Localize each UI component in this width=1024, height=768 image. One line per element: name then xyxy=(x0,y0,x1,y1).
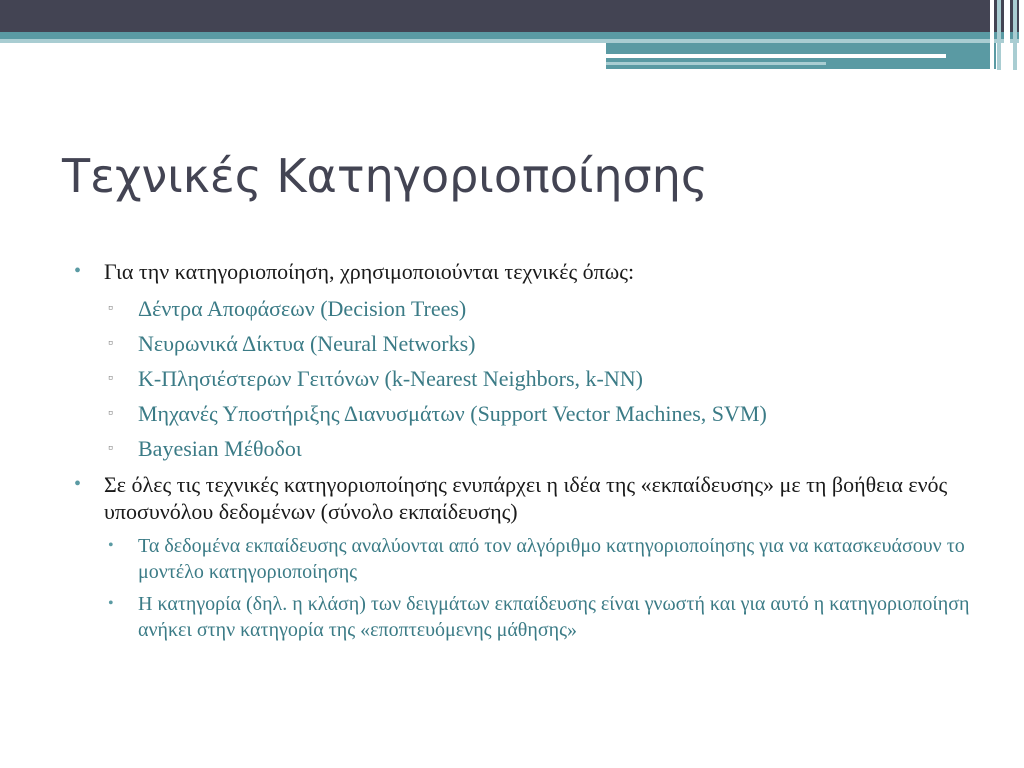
list-item-text: Δέντρα Αποφάσεων (Decision Trees) xyxy=(138,296,467,321)
square-bullet-icon: ▫ xyxy=(108,441,113,456)
list-item xyxy=(106,291,979,326)
list-item xyxy=(106,533,979,585)
list-item-text: Κ-Πλησιέστερων Γειτόνων (k-Nearest Neighbors, k-NN) xyxy=(138,366,643,391)
bullet-techniques xyxy=(74,258,979,466)
bullet-dot-icon: • xyxy=(74,260,82,282)
bullet-text: Για την κατηγοριοποίηση, χρησιμοποιούνται τεχνικές όπως: xyxy=(104,259,635,284)
slide-content xyxy=(74,258,979,649)
bullet-list xyxy=(74,258,979,643)
list-item-text: Μηχανές Υποστήριξης Διανυσμάτων (Support Vector Machines, SVM) xyxy=(138,401,767,426)
bullet-dot-icon: • xyxy=(108,537,114,554)
header-decoration xyxy=(0,0,1024,80)
list-item-text: Bayesian Μέθοδοι xyxy=(138,436,302,461)
square-bullet-icon: ▫ xyxy=(108,371,113,386)
bullet-dot-icon: • xyxy=(74,473,82,495)
techniques-list xyxy=(106,291,979,466)
square-bullet-icon: ▫ xyxy=(108,301,113,316)
list-item xyxy=(106,431,979,466)
training-list xyxy=(106,533,979,643)
list-item xyxy=(106,396,979,431)
list-item xyxy=(106,361,979,396)
square-bullet-icon: ▫ xyxy=(108,406,113,421)
list-item-text: Η κατηγορία (δηλ. η κλάση) των δειγμάτων εκπαίδευσης είναι γνωστή και για αυτό η κατηγοριοποίηση ανήκει στην κατηγορία της «εποπτευόμενης μάθησης» xyxy=(138,593,970,641)
slide-title: Τεχνικές Κατηγοριοποίησης xyxy=(62,149,708,203)
list-item xyxy=(106,591,979,643)
bullet-dot-icon: • xyxy=(108,595,114,612)
bullet-text: Σε όλες τις τεχνικές κατηγοριοποίησης ενυπάρχει η ιδέα της «εκπαίδευσης» με τη βοήθεια ενός υποσυνόλου δεδομένων (σύνολο εκπαίδευσης) xyxy=(104,472,948,524)
bullet-training xyxy=(74,471,979,643)
list-item-text: Τα δεδομένα εκπαίδευσης αναλύονται από τον αλγόριθμο κατηγοριοποίησης για να κατασκευάσουν το μοντέλο κατηγοριοποίησης xyxy=(138,535,965,583)
list-item-text: Νευρωνικά Δίκτυα (Neural Networks) xyxy=(138,331,476,356)
square-bullet-icon: ▫ xyxy=(108,336,113,351)
list-item xyxy=(106,326,979,361)
